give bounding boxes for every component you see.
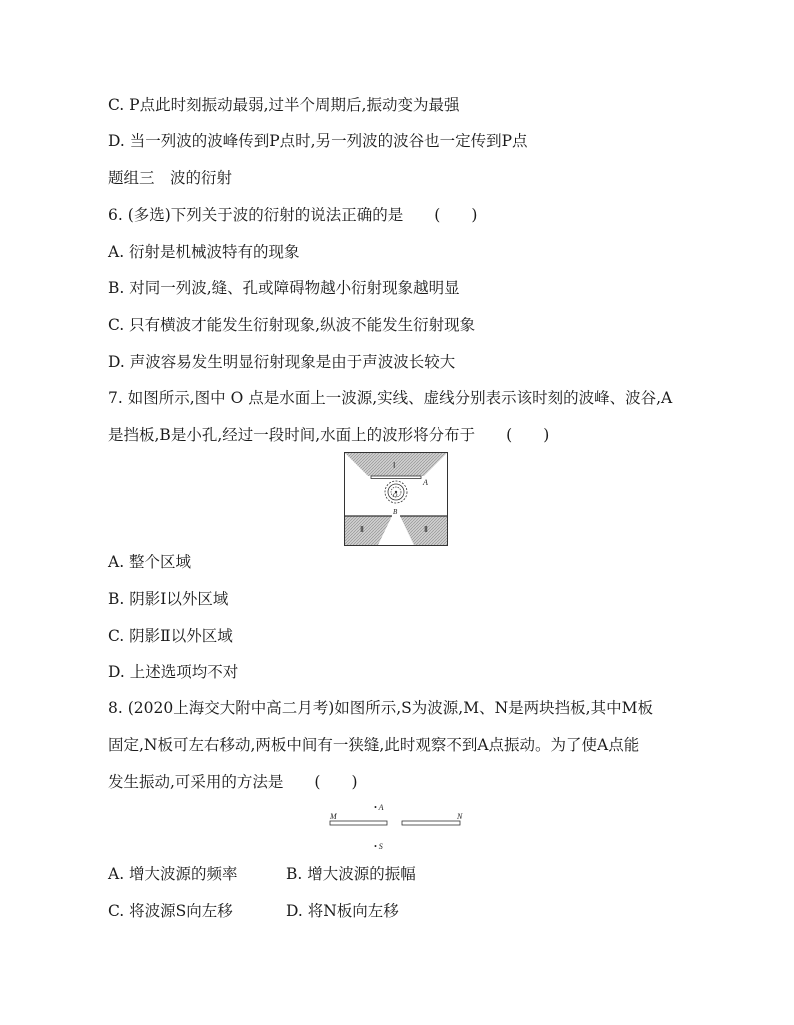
q7-option-c: C. 阴影Ⅱ以外区域 bbox=[108, 627, 233, 645]
figure-wave-barrier bbox=[344, 452, 448, 546]
q7-stem-line1: 7. 如图所示,图中 O 点是水面上一波源,实线、虚线分别表示该时刻的波峰、波谷,A bbox=[108, 389, 673, 407]
q8-option-b: B. 增大波源的振幅 bbox=[286, 865, 416, 883]
q7-option-a: A. 整个区域 bbox=[108, 553, 192, 571]
label-point-s: • S bbox=[374, 842, 383, 851]
label-point-a: • A bbox=[374, 803, 384, 812]
plate-n bbox=[402, 821, 460, 825]
label-a: A bbox=[423, 478, 428, 487]
q8-option-a: A. 增大波源的频率 bbox=[108, 865, 238, 883]
label-m: M bbox=[330, 812, 337, 821]
label-o: O bbox=[393, 493, 398, 499]
q6-option-c: C. 只有横波才能发生衍射现象,纵波不能发生衍射现象 bbox=[108, 316, 476, 334]
q6-option-b: B. 对同一列波,缝、孔或障碍物越小衍射现象越明显 bbox=[108, 279, 460, 297]
q5-option-c: C. P点此时刻振动最弱,过半个周期后,振动变为最强 bbox=[108, 96, 460, 114]
label-b: B bbox=[393, 508, 398, 516]
q8-stem-line2: 固定,N板可左右移动,两板中间有一狭缝,此时观察不到A点振动。为了使A点能 bbox=[108, 736, 640, 754]
label-n: N bbox=[457, 812, 463, 821]
q7-option-b: B. 阴影Ⅰ以外区域 bbox=[108, 590, 229, 608]
barrier-a bbox=[371, 476, 421, 479]
section-heading: 题组三 波的衍射 bbox=[108, 169, 233, 187]
q8-option-d: D. 将N板向左移 bbox=[286, 902, 399, 920]
q6-stem: 6. (多选)下列关于波的衍射的说法正确的是 ( ) bbox=[108, 206, 478, 224]
plate-m bbox=[330, 821, 387, 825]
q7-stem-line2: 是挡板,B是小孔,经过一段时间,水面上的波形将分布于 ( ) bbox=[108, 426, 550, 444]
q5-option-d: D. 当一列波的波峰传到P点时,另一列波的波谷也一定传到P点 bbox=[108, 132, 528, 150]
q8-stem-line3: 发生振动,可采用的方法是 ( ) bbox=[108, 773, 358, 791]
q8-option-c: C. 将波源S向左移 bbox=[108, 902, 233, 920]
label-region-ii-right: Ⅱ bbox=[424, 525, 428, 534]
label-region-i: Ⅰ bbox=[393, 461, 396, 470]
figure-slit-plates bbox=[326, 800, 468, 852]
q7-option-d: D. 上述选项均不对 bbox=[108, 663, 239, 681]
q6-option-d: D. 声波容易发生明显衍射现象是由于声波波长较大 bbox=[108, 353, 456, 371]
label-region-ii-left: Ⅱ bbox=[360, 525, 364, 534]
q8-stem-line1: 8. (2020上海交大附中高二月考)如图所示,S为波源,M、N是两块挡板,其中M板 bbox=[108, 699, 653, 717]
q6-option-a: A. 衍射是机械波特有的现象 bbox=[108, 243, 300, 261]
